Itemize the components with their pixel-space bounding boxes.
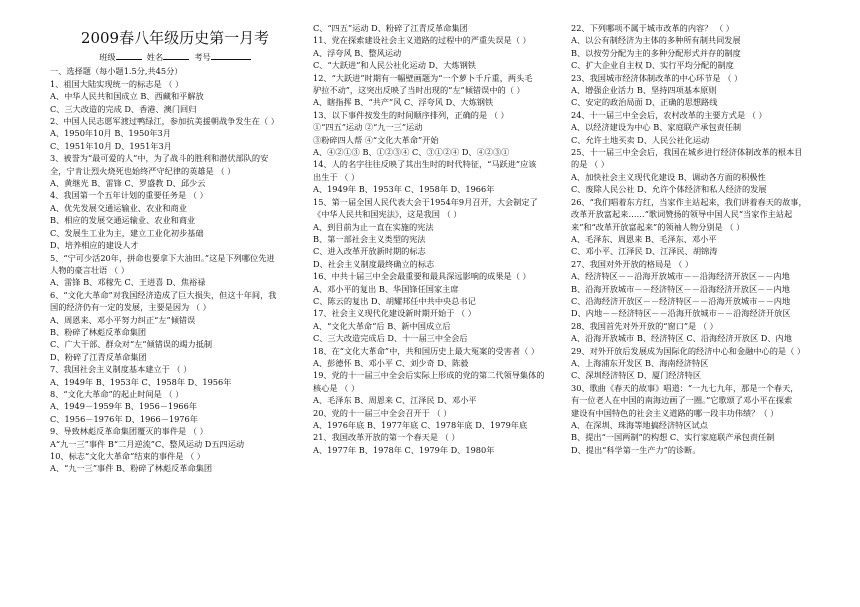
col1-text-line: 5、“宁可少活20年，拼命也要拿下大油田。”这是下列哪位先进 <box>50 252 275 263</box>
col3-text-line: C、安定的政治局面 D、正确的思想路线 <box>571 97 718 108</box>
col1-text-line: 7、我国社会主义制度基本建立于 （ ） <box>50 364 192 375</box>
col1-text-line: D、粉碎了江青反革命集团 <box>50 351 147 362</box>
col3-text-line: 22、下列哪项不属于城市改革的内容？ （ ） <box>571 23 734 33</box>
col2-text-line: 20、党的十一届三中全会召开于 （ ） <box>313 407 452 418</box>
col2-text-line: 19、党的十一届三中全会后实际上形成的党的第二代领导集体的 <box>313 370 545 381</box>
col2-text-line: 21、我国改革开放的第一个春天是 （ ） <box>313 432 460 443</box>
col3-text-line: C、深圳经济特区 D、厦门经济特区 <box>571 370 702 381</box>
col1-text-line: 人物的豪言壮语 （ ） <box>50 264 129 275</box>
col3-text-line: A、经济特区－－沿海开放城市－－沿海经济开放区－－内地 <box>571 271 790 282</box>
col2-text-line: 12、“大跃进”时期有一幅壁画题为“一个萝卜千斤重，两头毛 <box>313 72 533 83</box>
col3-text-line: 改革开放富起来……”歌词赞扬的领导中国人民“当家作主站起 <box>571 209 793 220</box>
col2-text-line: C、三大改造完成后 D、十一届三中全会后 <box>313 333 468 344</box>
col3-text-line: 28、我国首先对外开放的“窗口”是 （ ） <box>571 320 718 331</box>
col3-text-line: 的是 （ ） <box>571 159 609 170</box>
col1-text-line: C、广大干部、群众对“左”倾错误的竭力抵制 <box>50 339 213 350</box>
col3-text-line: 27、我国对外开放的格局是 （ ） <box>571 258 694 269</box>
col1-text-line: B、相应的发展交通运输业、农业和商业 <box>50 215 196 226</box>
col1-text-line: 4、我国第一个五年计划的重要任务是 （ ） <box>50 190 208 201</box>
col3-text-line: A、毛泽东、周恩来 B、毛泽东、邓小平 <box>571 233 717 244</box>
column-left <box>50 22 300 475</box>
col1-text-line: D、培养相应的建设人才 <box>50 240 139 251</box>
col3-text-line: 来”和“改革开放富起来”的领袖人物分别是 （ ） <box>571 221 745 232</box>
col1-text-line: C、1956－1976年 D、1966－1976年 <box>50 413 198 424</box>
col3-text-line: C、废除人民公社 D、允许个体经济和私人经济的发展 <box>571 184 767 195</box>
exam-title: 2009春八年级历史第一月考 <box>80 29 270 47</box>
col1-text-line: A、1949－1959年 B、1956－1966年 <box>50 401 198 412</box>
col2-text-line: A、“文化大革命”后 B、新中国成立后 <box>313 320 451 331</box>
col1-text-line: A、1950年10月 B、1950年3月 <box>50 128 171 139</box>
col2-text-line: 15、第一届全国人民代表大会于1954年9月召开，大会制定了 <box>313 196 538 207</box>
col2-text-line: 11、党在探索建设社会主义道路的过程中的严重失误是（ ） <box>313 35 531 46</box>
col1-text-line: A、“九一三”事件 B、粉碎了林彪反革命集团 <box>50 463 213 474</box>
col3-text-line: A、以经济建设为中心 B、家庭联产承包责任制 <box>571 122 742 133</box>
col1-text-line: C、1951年10月 D、1951年3月 <box>50 140 172 151</box>
col3-text-line: 25、十一届三中全会后，我国在城乡进行经济体制改革的根本目 <box>571 147 803 158</box>
col3-text-line: 有一位老人在中国的南海边画了一圈。”它歌颂了邓小平在探索 <box>571 395 793 406</box>
col2-text-line: A、彭德怀 B、邓小平 C、刘少奇 D、陈毅 <box>313 357 469 368</box>
col1-text-line: 10、标志“文化大革命”结束的事件是 （ ） <box>50 451 205 461</box>
col3-text-line: B、提出“一国两制”的构想 C、实行家庭联产承包责任制 <box>571 432 775 443</box>
col3-text-line: 30、歌曲《春天的故事》唱道：“一九七九年，那是一个春天， <box>571 382 799 393</box>
col1-text-line: 9、导致林彪反革命集团覆灭的事件是 （ ） <box>50 426 208 437</box>
col2-text-line: A、④②①③ B、①②③④ C、③①②④ D、④②③① <box>313 147 510 158</box>
col3-text-line: A、上海浦东开发区 B、海南经济特区 <box>571 357 709 368</box>
col2-text-line: A、瞎指挥 B、“共产”风 C、浮夸风 D、大炼钢铁 <box>313 97 494 108</box>
col1-text-line: 一、选择题（每小题1.5分,共45分） <box>50 66 183 77</box>
col2-text-line: 16、中共十届三中全会最重要和最具深远影响的成果是（ ） <box>313 271 531 282</box>
col3-text-line: A、以公有制经济为主体的多种所有制共同发展 <box>571 35 741 46</box>
col3-text-line: D、内地－－经济特区－－沿海开放城市－－沿海经济开放区 <box>571 308 791 319</box>
col2-text-line: A、到目前为止一直在实施的宪法 <box>313 221 434 232</box>
col3-text-line: C、邓小平、江泽民 D、江泽民、胡锦涛 <box>571 246 718 257</box>
col2-text-line: 18、在“文化大革命”中，共和国历史上最大冤案的受害者（ ） <box>313 345 540 356</box>
class-label: 班级 <box>99 52 116 62</box>
col1-text-line: A、黄继光 B、雷锋 C、罗盛教 D、邱少云 <box>50 178 206 189</box>
class-blank[interactable] <box>116 50 142 60</box>
col3-text-line: C、允许土地买卖 D、人民公社化运动 <box>571 134 710 145</box>
column-middle <box>313 22 555 456</box>
col3-text-line: 24、十一届三中全会后，农村改革的主要方式是 （ ） <box>571 109 767 120</box>
col1-text-line: A、优先发展交通运输业、农业和商业 <box>50 202 187 213</box>
student-info-line <box>50 50 300 63</box>
col1-text-line: 6、“文化大革命”对我国经济造成了巨大损失，但这十年间，我 <box>50 289 277 300</box>
col1-text-line: 2、中国人民志愿军渡过鸭绿江，参加抗美援朝战争发生在（ ） <box>50 116 279 127</box>
col3-text-line: A、加快社会主义现代化建设 B、调动各方面的积极性 <box>571 171 766 182</box>
col3-text-line: 建设有中国特色的社会主义道路的哪一段丰功伟绩？（ ） <box>571 407 779 418</box>
col2-text-line: B、第一部社会主义类型的宪法 <box>313 233 426 244</box>
col1-text-line: C、发展生工业为主，建立工业化初步基础 <box>50 227 204 238</box>
col1-text-line: A、中华人民共和国成立 B、西藏和平解放 <box>50 91 204 102</box>
col2-text-line: C、“四五”运动 D、粉碎了江青反革命集团 <box>313 23 468 33</box>
col1-text-line: A、雷锋 B、邓稼先 C、王进喜 D、焦裕禄 <box>50 277 206 288</box>
col3-text-line: A、在深圳、珠海等地搞经济特区试点 <box>571 420 708 430</box>
col2-text-line: 17、社会主义现代化建设新时期开始于 （ ） <box>313 308 476 319</box>
col1-text-line: C、三大改造的完成 D、香港、澳门回归 <box>50 103 197 114</box>
number-label: 考号 <box>194 52 211 62</box>
col1-text-line: 1、祖国大陆实现统一的标志是 （ ） <box>50 78 184 89</box>
col2-text-line: C、进入改革开放新时期的标志 <box>313 246 426 257</box>
col2-text-line: C、“大跃进”和人民公社化运动 D、大炼钢铁 <box>313 60 476 71</box>
col1-text-line: A、1949年 B、1953年 C、1958年 D、1956年 <box>50 376 232 387</box>
col2-text-line: 13、以下事件按发生的时间顺序排列，正确的是 （ ） <box>313 109 509 120</box>
col3-text-line: A、增强企业活力 B、坚持四项基本原则 <box>571 85 717 96</box>
col1-text-line: 国的经济仍有一定的发展，主要是因为 （ ） <box>50 302 211 313</box>
col2-text-line: A、1976年底 B、1977年底 C、1978年底 D、1979年底 <box>313 420 528 430</box>
col1-text-line: 8、“文化大革命”的起止时间是 （ ） <box>50 388 184 399</box>
column-right <box>571 22 821 456</box>
col2-text-line: C、陈云的复出 D、胡耀邦任中共中央总书记 <box>313 295 476 306</box>
col3-text-line: C、扩大企业自主权 D、实行平均分配的制度 <box>571 60 734 71</box>
col3-text-line: 23、我国城市经济体制改革的中心环节是 （ ） <box>571 72 743 83</box>
name-label: 姓名 <box>146 52 164 62</box>
number-blank[interactable] <box>211 50 251 60</box>
col2-text-line: A、浮夸风 B、整风运动 <box>313 47 402 58</box>
col3-text-line: D、提出“科学第一生产力”的诊断。 <box>571 444 701 455</box>
col2-text-line: ①“四五”运动 ②“九一三”运动 <box>313 122 423 133</box>
col1-text-line: A、周恩来、邓小平努力纠正“左”倾错误 <box>50 314 196 325</box>
col2-text-line: 出生于 （ ） <box>313 171 360 182</box>
col2-text-line: 《中华人民共和国宪法》，这是我国 （ ） <box>313 209 462 220</box>
col2-text-line: D、社会主义制度最终确立的标志 <box>313 258 435 269</box>
col3-text-line: 26、“我们唱着东方红，当家作主站起来，我们讲着春天的故事， <box>571 196 807 207</box>
col2-text-line: 14、人的名字往往反映了其出生时的时代特征，“马跃进”应该 <box>313 159 537 170</box>
col1-text-line: 全，宁肯让烈火烧死也始终严守纪律的英雄是 （ ） <box>50 165 236 176</box>
col2-text-line: 驴拉不动”，这突出反映了当时出现的“左”倾错误中的（ ） <box>313 85 525 96</box>
col1-text-line: 3、被誉为“最可爱的人”中，为了战斗的胜利和潜伏部队的安 <box>50 153 269 164</box>
col3-text-line: A、沿海开放城市 B、经济特区 C、沿海经济开放区 D、内地 <box>571 333 792 344</box>
col2-text-line: 核心是 （ ） <box>313 382 360 393</box>
col3-text-line: B、沿海开放城市－－经济特区－－沿海经济开放区－－内地 <box>571 283 790 294</box>
col1-text-line: B、粉碎了林彪反革命集团 <box>50 326 147 337</box>
col2-text-line: A、邓小平的复出 B、华国锋任国家主席 <box>313 283 459 294</box>
name-blank[interactable] <box>163 50 189 60</box>
col2-text-line: A、1949年 B、1953年 C、1958年 D、1966年 <box>313 184 495 195</box>
col2-text-line: A、毛泽东 B、周恩来 C、江泽民 D、邓小平 <box>313 395 477 406</box>
col1-text-line: A“九一三”事件 B“二月逆流”C、整风运动 D五四运动 <box>50 438 245 449</box>
col3-text-line: 29、对外开放后发展成为国际化的经济中心和金融中心的是（ ） <box>571 345 806 356</box>
col3-text-line: B、以按劳分配为主的多种分配形式并存的制度 <box>571 47 741 58</box>
col2-text-line: A、1977年 B、1978年 C、1979年 D、1980年 <box>313 444 495 455</box>
col3-text-line: C、沿海经济开放区－－经济特区－－沿海开放城市－－内地 <box>571 295 791 306</box>
col2-text-line: ③粉碎四人帮 ④“文化大革命”开始 <box>313 134 439 145</box>
